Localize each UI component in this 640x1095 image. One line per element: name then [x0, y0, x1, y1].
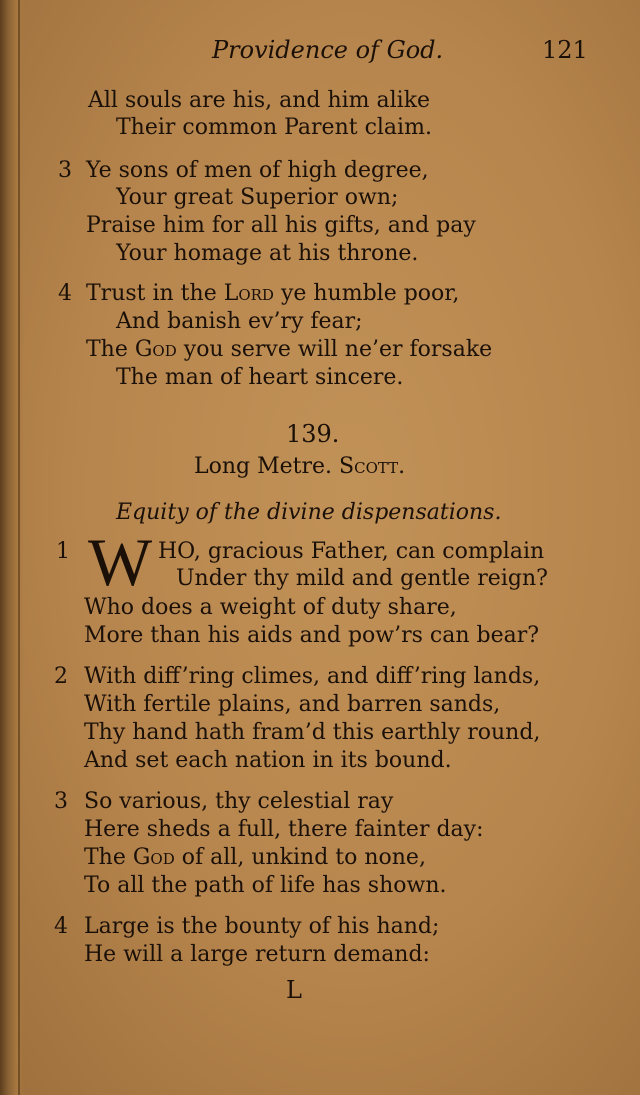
verse-line: The God of all, unkind to none,	[84, 845, 426, 870]
verse-line: Here sheds a full, there fainter day:	[84, 817, 484, 842]
stanza-number: 4	[58, 281, 72, 306]
verse-line: HO, gracious Father, can complain	[158, 539, 545, 564]
hymn-subtitle: Equity of the divine dispensations.	[116, 500, 502, 525]
verse-line: Thy hand hath fram’d this earthly round,	[84, 720, 541, 745]
small-caps-word: God	[134, 337, 177, 362]
verse-line: The God you serve will ne’er forsake	[86, 337, 493, 362]
hymn-metre: Long Metre.	[194, 454, 333, 479]
verse-line: Under thy mild and gentle reign?	[176, 566, 548, 591]
stanza-number: 3	[58, 158, 72, 183]
verse-line: Who does a weight of duty share,	[84, 595, 457, 620]
small-caps-word: Lord	[223, 281, 274, 306]
hymn-number: 139.	[286, 420, 340, 448]
stanza-number: 3	[54, 789, 68, 814]
running-header-title: Providence of God.	[212, 36, 444, 64]
stanza-number: 4	[54, 914, 68, 939]
verse-line: And banish ev’ry fear;	[116, 309, 363, 334]
verse-line: Praise him for all his gifts, and pay	[86, 213, 476, 238]
verse-line: Trust in the Lord ye humble poor,	[86, 281, 460, 306]
stanza-number: 1	[56, 539, 70, 564]
stanza-number: 2	[54, 664, 68, 689]
signature-mark: L	[286, 976, 302, 1004]
verse-line: Their common Parent claim.	[116, 115, 432, 140]
verse-line: Ye sons of men of high degree,	[86, 158, 429, 183]
verse-line: He will a large return demand:	[84, 942, 430, 967]
verse-line: Large is the bounty of his hand;	[84, 914, 440, 939]
verse-line: More than his aids and pow’rs can bear?	[84, 623, 540, 648]
verse-line: Your great Superior own;	[116, 185, 399, 210]
verse-line: All souls are his, and him alike	[88, 88, 431, 113]
hymn-metre-line	[194, 453, 405, 481]
hymn-author: Scott.	[339, 454, 406, 479]
drop-cap: W	[88, 524, 153, 600]
page-number: 121	[542, 36, 588, 64]
verse-line: So various, thy celestial ray	[84, 789, 394, 814]
verse-line: Your homage at his throne.	[116, 241, 419, 266]
verse-line: The man of heart sincere.	[116, 365, 404, 390]
verse-line: With diff’ring climes, and diff’ring lands,	[84, 664, 541, 689]
small-caps-word: God	[132, 845, 175, 870]
verse-line: To all the path of life has shown.	[84, 873, 447, 898]
verse-line: With fertile plains, and barren sands,	[84, 692, 501, 717]
verse-line: And set each nation in its bound.	[84, 748, 452, 773]
